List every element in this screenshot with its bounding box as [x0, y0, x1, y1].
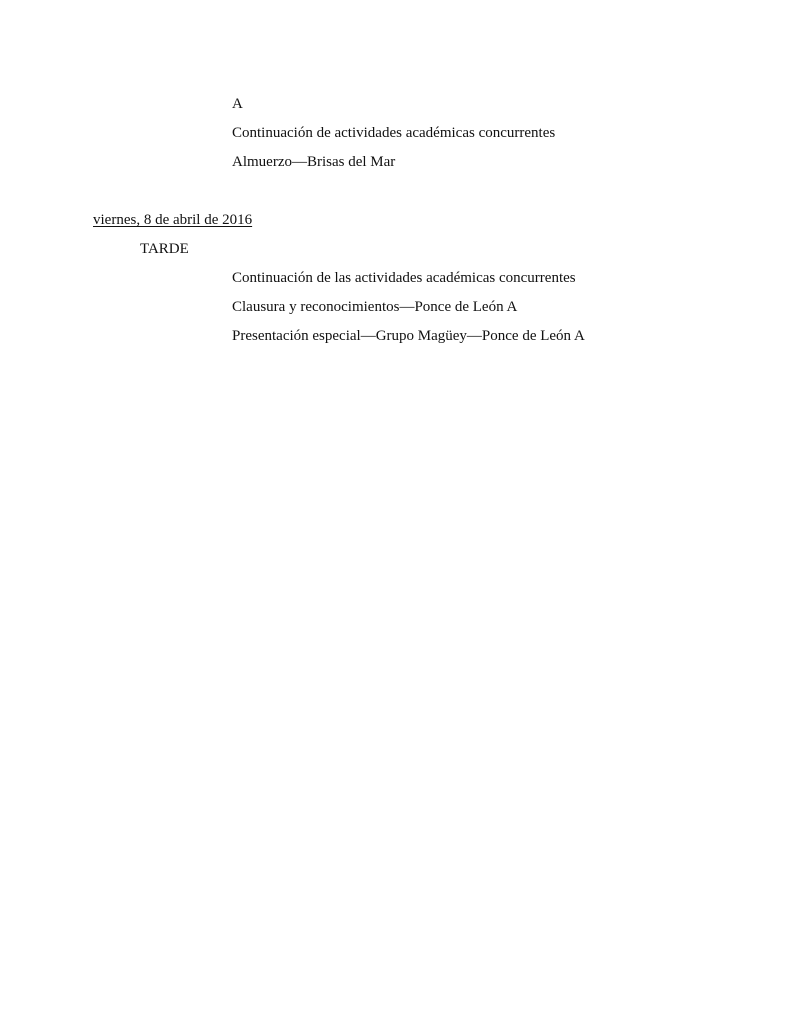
continued-line-room: A	[232, 96, 243, 112]
schedule-item-closing: Clausura y reconocimientos—Ponce de León A	[232, 299, 518, 315]
date-heading: viernes, 8 de abril de 2016	[93, 212, 253, 228]
schedule-item-special-presentation: Presentación especial—Grupo Magüey—Ponce de León A	[232, 328, 585, 344]
session-label: TARDE	[140, 241, 189, 257]
schedule-item-activities: Continuación de las actividades académicas concurrentes	[232, 270, 576, 286]
continued-line-lunch: Almuerzo—Brisas del Mar	[232, 154, 396, 170]
continued-line-activities: Continuación de actividades académicas concurrentes	[232, 125, 556, 141]
